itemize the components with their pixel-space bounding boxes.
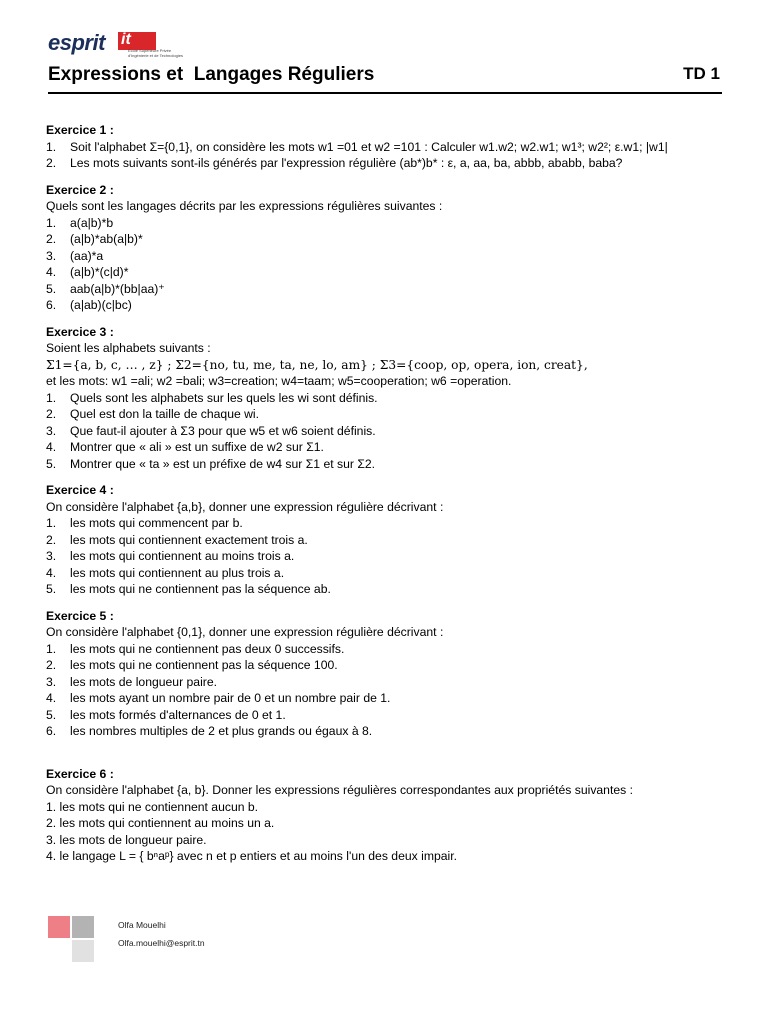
exercise-3 xyxy=(46,324,736,473)
list-item: 3. les mots de longueur paire. xyxy=(46,832,207,847)
esprit-logo xyxy=(48,30,183,64)
list-item: 6. (a|ab)(c|bc) xyxy=(46,298,132,312)
list-item: 3. les mots qui contiennent au moins trois a. xyxy=(46,549,295,563)
list-item: 3. (aa)*a xyxy=(46,248,104,263)
list-item: 2. (a|b)*ab(a|b)* xyxy=(46,232,143,246)
exercise-6 xyxy=(46,766,736,865)
list-item: 1. Soit l'alphabet Σ={0,1}, on considère les mots w1 =01 et w2 =101 : Calculer w1.w2; w2.w1; w1³; w2²; ε.w1; |w1| xyxy=(46,139,668,154)
list-item: 2. Quel est don la taille de chaque wi. xyxy=(46,407,260,421)
exercise-title: Exercice 6 : xyxy=(46,766,114,781)
list-item: 6. les nombres multiples de 2 et plus grands ou égaux à 8. xyxy=(46,724,373,738)
exercise-title: Exercice 5 : xyxy=(46,608,114,623)
exercise-2 xyxy=(46,182,736,314)
footer-decor-square xyxy=(48,916,70,938)
list-item: 5. aab(a|b)*(bb|aa)⁺ xyxy=(46,281,165,296)
list-item: 4. les mots ayant un nombre pair de 0 et un nombre pair de 1. xyxy=(46,691,391,705)
exercise-title: Exercice 4 : xyxy=(46,483,114,497)
list-item: 4. Montrer que « ali » est un suffixe de w2 sur Σ1. xyxy=(46,440,324,454)
exercise-title: Exercice 1 : xyxy=(46,123,114,137)
list-item: 2. les mots qui contiennent exactement trois a. xyxy=(46,532,308,547)
list-item: 4. (a|b)*(c|d)* xyxy=(46,265,129,279)
list-item: 3. les mots de longueur paire. xyxy=(46,674,218,689)
exercise-4 xyxy=(46,482,736,598)
list-item: 1. les mots qui ne contiennent pas deux 0 successifs. xyxy=(46,641,345,656)
list-item: 1. a(a|b)*b xyxy=(46,215,114,230)
alphabets-definition: Σ1={a, b, c, … , z} ; Σ2={no, tu, me, ta, ne, lo, am} ; Σ3={coop, op, opera, ion, creat}, xyxy=(46,357,588,372)
list-item: 1. les mots qui commencent par b. xyxy=(46,516,243,530)
exercise-intro: On considère l'alphabet {0,1}, donner une expression régulière décrivant : xyxy=(46,625,444,639)
list-item: 2. Les mots suivants sont-ils générés par l'expression régulière (ab*)b* : ε, a, aa, ba, abbb, ababb, baba? xyxy=(46,156,623,170)
exercise-5 xyxy=(46,608,736,740)
list-item: 2. les mots qui ne contiennent pas la séquence 100. xyxy=(46,658,338,672)
list-item: 5. les mots qui ne contiennent pas la séquence ab. xyxy=(46,582,331,596)
list-item: 4. les mots qui contiennent au plus trois a. xyxy=(46,565,285,580)
logo-badge: it xyxy=(118,32,156,50)
exercise-intro: On considère l'alphabet {a,b}, donner une expression régulière décrivant : xyxy=(46,499,444,514)
exercise-intro: Quels sont les langages décrits par les expressions régulières suivantes : xyxy=(46,199,443,213)
title-underline xyxy=(48,92,722,94)
author-name: Olfa Mouelhi xyxy=(118,920,166,930)
list-item: 1. Quels sont les alphabets sur les quels les wi sont définis. xyxy=(46,390,378,405)
exercise-content xyxy=(46,122,736,865)
list-item: 3. Que faut-il ajouter à Σ3 pour que w5 et w6 soient définis. xyxy=(46,423,376,438)
list-item: 4. le langage L = { bⁿaᵖ} avec n et p entiers et au moins l'un des deux impair. xyxy=(46,849,458,863)
exercise-1 xyxy=(46,122,736,172)
logo-wordmark: esprit xyxy=(48,30,105,55)
page-title: Expressions et Langages Réguliers xyxy=(48,64,375,85)
exercise-intro: Soient les alphabets suivants : xyxy=(46,341,211,355)
footer-decor-square xyxy=(72,916,94,938)
exercise-title: Exercice 2 : xyxy=(46,182,114,197)
td-number: TD 1 xyxy=(683,64,720,83)
footer-decor-square xyxy=(72,940,94,962)
exercise-title: Exercice 3 : xyxy=(46,324,114,339)
logo-subtitle: École Supérieure Privée d'Ingénierie et de Technologies xyxy=(128,48,183,58)
list-item: 5. les mots formés d'alternances de 0 et 1. xyxy=(46,707,286,722)
exercise-intro: On considère l'alphabet {a, b}. Donner les expressions régulières correspondantes aux propriétés suivantes : xyxy=(46,783,633,797)
list-item: 1. les mots qui ne contiennent aucun b. xyxy=(46,799,259,814)
words-definition: et les mots: w1 =ali; w2 =bali; w3=creation; w4=taam; w5=cooperation; w6 =operation. xyxy=(46,374,512,388)
author-email: Olfa.mouelhi@esprit.tn xyxy=(118,938,205,948)
list-item: 5. Montrer que « ta » est un préfixe de w4 sur Σ1 et sur Σ2. xyxy=(46,456,376,471)
list-item: 2. les mots qui contiennent au moins un a. xyxy=(46,816,275,830)
